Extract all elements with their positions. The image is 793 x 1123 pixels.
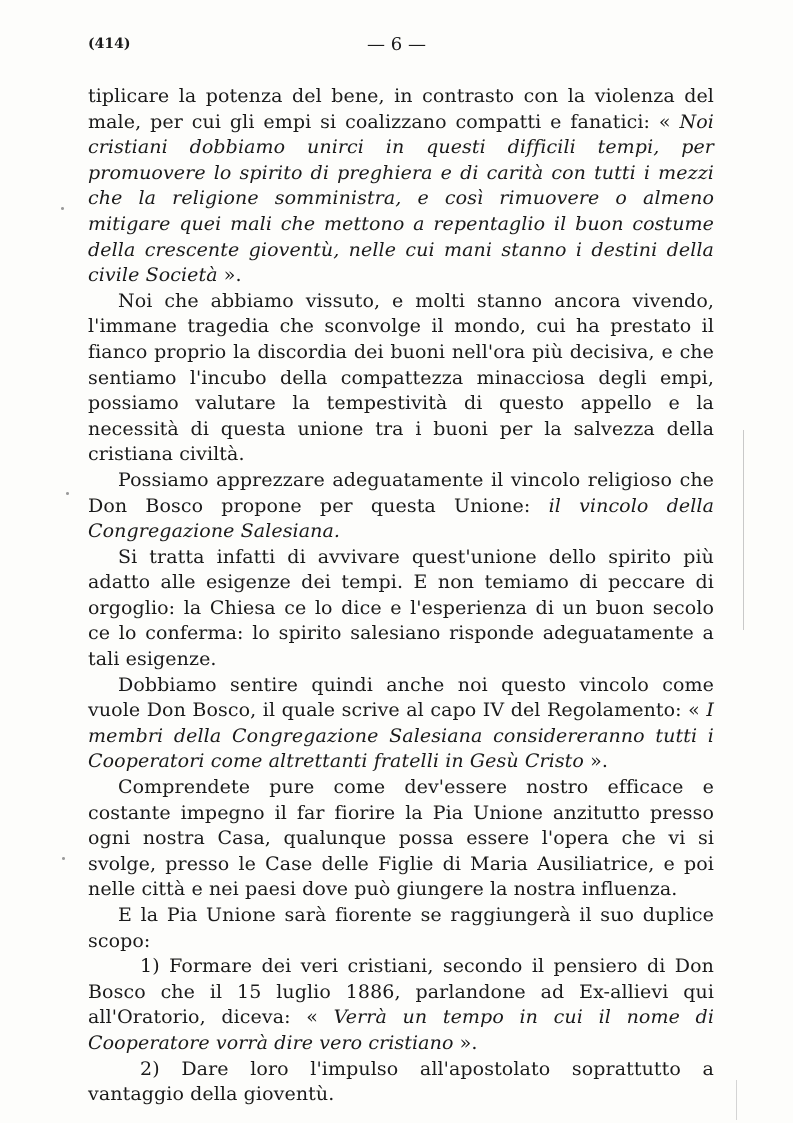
- italic-quote: Noi cristiani dobbiamo unirci in questi difficili tempi, per promuovere lo spirito di preghiera e di carità con tutti i mezzi che la religione somministra, e così rimuovere o almeno mitigare quei mali che mettono a repentaglio il buon costume della crescente gioventù, nelle cui mani stanno i destini della civile Società: [88, 110, 714, 287]
- text-segment: ».: [453, 1031, 478, 1054]
- text-segment: Noi che abbiamo vissuto, e molti stanno ancora vivendo, l'immane tragedia che sconvolge il mondo, cui ha prestato il fianco proprio la discordia dei buoni nell'ora più decisiva, e che sentiamo l'incubo della compattezza minacciosa degli empi, possiamo valutare la tempestività di questo appello e la necessità di questa unione tra i buoni per la salvezza della cristiana civiltà.: [88, 289, 714, 466]
- italic-quote: il vincolo della Congregazione Salesiana.: [88, 494, 714, 543]
- scan-margin-line: [743, 430, 744, 630]
- text-segment: Dobbiamo sentire quindi anche noi questo vincolo come vuole Don Bosco, il quale scrive al capo IV del Regolamento: «: [88, 673, 714, 722]
- italic-quote: I membri della Congregazione Salesiana considereranno tutti i Cooperatori come altrettanti fratelli in Gesù Cristo: [88, 699, 714, 773]
- text-segment: 1) Formare dei veri cristiani, secondo il pensiero di Don Bosco che il 15 luglio 1886, parlandone ad Ex-allievi qui all'Oratorio, diceva: «: [88, 955, 714, 1029]
- text-segment: Comprendete pure come dev'essere nostro efficace e costante impegno il far fiorire la Pia Unione anzitutto presso ogni nostra Casa, qualunque possa essere l'opera che vi si svolge, presso le Case delle Figlie di Maria Ausiliatrice, e poi nelle città e nei paesi dove può giungere la nostra influenza.: [88, 776, 714, 901]
- paragraph: [88, 468, 714, 545]
- paragraph: [88, 673, 714, 775]
- page-number: — 6 —: [367, 34, 426, 55]
- scan-speck: [61, 207, 64, 210]
- scan-speck: [62, 857, 65, 860]
- paragraph: [88, 903, 714, 954]
- paragraph: [88, 545, 714, 673]
- paragraph: [88, 289, 714, 468]
- text-segment: tiplicare la potenza del bene, in contrasto con la violenza del male, per cui gli empi si coalizzano compatti e fanatici: «: [88, 85, 714, 133]
- text-segment: Si tratta infatti di avvivare quest'unione dello spirito più adatto alle esigenze dei tempi. E non temiamo di peccare di orgoglio: la Chiesa ce lo dice e l'esperienza di un buon secolo ce lo conferma: lo spirito salesiano risponde adeguatamente a tali esigenze.: [88, 545, 714, 671]
- text-segment: 2) Dare loro l'impulso all'apostolato soprattutto a vantaggio della gioventù.: [88, 1057, 714, 1106]
- text-segment: Possiamo apprezzare adeguatamente il vincolo religioso che Don Bosco propone per questa Unione:: [88, 468, 714, 517]
- scan-speck: [66, 492, 69, 495]
- scan-margin-line: [736, 1080, 737, 1120]
- italic-quote: Verrà un tempo in cui il nome di Cooperatore vorrà dire vero cristiano: [88, 1006, 714, 1054]
- list-item: [88, 1057, 714, 1108]
- text-segment: ».: [583, 750, 608, 773]
- paragraph: [88, 775, 714, 903]
- body-text: [88, 84, 714, 1108]
- text-segment: E la Pia Unione sarà fiorente se raggiungerà il suo duplice scopo:: [88, 904, 714, 952]
- list-item: [88, 954, 714, 1056]
- text-segment: ».: [217, 264, 242, 287]
- page-header: [88, 34, 705, 58]
- document-number: (414): [88, 36, 131, 52]
- paragraph: [88, 84, 714, 289]
